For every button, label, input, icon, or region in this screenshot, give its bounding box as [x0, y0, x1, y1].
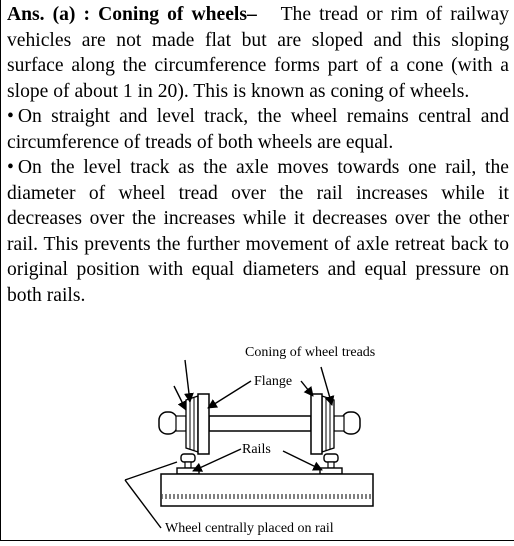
label-rails: Rails [242, 442, 271, 457]
left-wheel [186, 394, 209, 454]
flange-arrow-left [208, 381, 251, 408]
sleeper-shape [161, 474, 373, 506]
intro-paragraph [7, 2, 509, 104]
coning-left-arrow [185, 360, 190, 402]
left-rail [177, 454, 199, 474]
intro-text: The tread or rim of railway vehicles are not made flat but are sloped and this sloping surface along the circumference forms part of a cone (with a slope of about 1 in 20). This is known as coning of wheels. [7, 4, 510, 102]
coning-left-arrow-2 [174, 386, 186, 410]
label-coning: Coning of wheel treads [245, 345, 376, 360]
right-rail [320, 454, 342, 474]
coning-diagram-svg [1, 338, 514, 541]
bullet-text-2: On the level track as the axle moves towards one rail, the diameter of wheel tread over the rail increases while it decreases over the increases while it decreases over the other rail. This prevents the further movement of axle retreat back to original position with equal diameters and equal pressure on both rails. [7, 157, 509, 306]
label-flange: Flange [254, 374, 293, 389]
bullet-icon: • [7, 157, 14, 178]
bullet-icon: • [7, 106, 14, 127]
label-caption: Wheel centrally placed on rail [165, 521, 334, 536]
answer-text [7, 2, 509, 308]
flange-arrow-right [301, 381, 313, 396]
answer-heading: Ans. (a) : Coning of wheels– [7, 4, 257, 25]
bullet-paragraph-1 [7, 104, 509, 155]
bullet-text-1: On straight and level track, the wheel remains central and circumference of treads of both wheels are equal. [7, 106, 509, 153]
bullet-paragraph-2 [7, 155, 509, 308]
coning-diagram [1, 338, 514, 541]
right-wheel [311, 394, 334, 454]
caption-leader [125, 480, 161, 528]
